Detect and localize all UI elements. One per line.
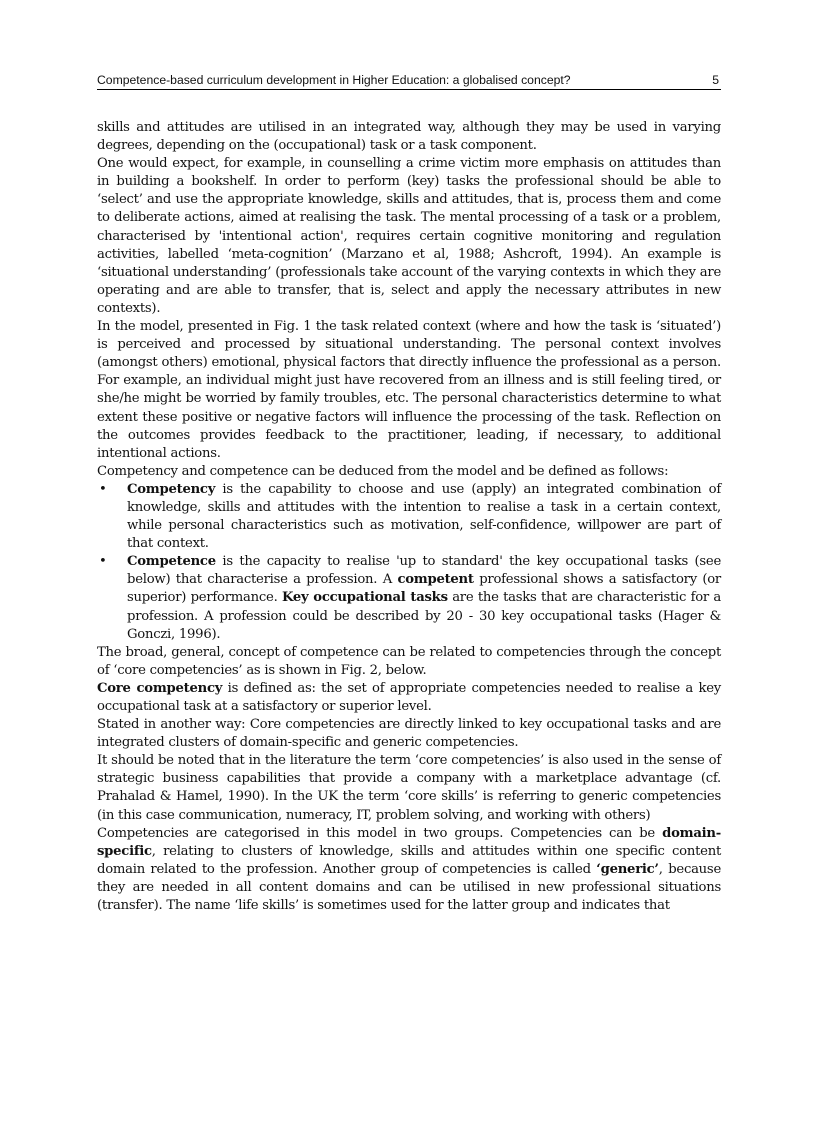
bold-term: domain-specific (97, 825, 721, 859)
text-run: , relating to clusters of knowledge, skills and attitudes within one specific content domain related to the profession. Another group of competencies is called (97, 843, 721, 877)
paragraph (97, 680, 721, 716)
text-run: It should be noted that in the literature the term ‘core competencies’ is also used in the sense of strategic business capabilities that provide a company with a marketplace advantage (cf. Prahalad & Hamel, 1990). In the UK the term ‘core skills’ is referring to generic competencies (in this case communication, numeracy, IT, problem solving, and working with others) (97, 753, 721, 823)
definition-list (97, 481, 721, 644)
paragraph (97, 825, 721, 915)
paragraph (97, 644, 721, 680)
running-header (97, 73, 721, 90)
bullet-item (97, 481, 721, 553)
bold-term: Competence (127, 554, 216, 570)
bold-term: Core competency (97, 680, 223, 696)
header-title: Competence-based curriculum development in Higher Education: a globalised concept? (97, 73, 571, 87)
text-run: skills and attitudes are utilised in an integrated way, although they may be used in varying degrees, depending on the (occupational) task or a task component. (97, 120, 721, 154)
text-run: is defined as: the set of appropriate competencies needed to realise a key occupational task at a satisfactory or superior level. (97, 680, 722, 714)
text-run: is the capability to choose and use (apply) an integrated combination of knowledge, skills and attitudes with the intention to realise a task in a certain context, while personal characteristics such as motivation, self-confidence, willpower are part of that context. (127, 481, 721, 552)
page-number: 5 (712, 73, 719, 87)
text-run: Competency and competence can be deduced from the model and be defined as follows: (97, 463, 669, 479)
bold-term: competent (397, 572, 474, 588)
paragraph (97, 119, 721, 155)
bold-term: Key occupational tasks (281, 590, 448, 606)
text-run: In the model, presented in Fig. 1 the task related context (where and how the task is ‘situated’) is perceived and processed by situational understanding. The personal context involves (amongst others) emotional, physical factors that directly influence the professional as a person. For example, an individual might just have recovered from an illness and is still feeling tired, or she/he might be worried by family troubles, etc. The personal characteristics determine to what extent these positive or negative factors will influence the processing of the task. Reflection on the outcomes provides feedback to the practitioner, leading, if necessary, to additional intentional actions. (97, 319, 721, 461)
text-run: are the tasks that are characteristic for a profession. A profession could be described by 20 - 30 key occupational tasks (Hager & Gonczi, 1996). (127, 590, 722, 642)
body-text (97, 119, 721, 915)
bullet-item (97, 553, 721, 643)
text-run: One would expect, for example, in counselling a crime victim more emphasis on attitudes than in building a bookshelf. In order to perform (key) tasks the professional should be able to ‘select’ and use the appropriate knowledge, skills and attitudes, that is, process them and come to deliberate actions, aimed at realising the task. The mental processing of a task or a problem, characterised by 'intentional action', requires certain cognitive monitoring and regulation activities, labelled ‘meta-cognition’ (Marzano et al, 1988; Ashcroft, 1994). An example is ‘situational understanding’ (professionals take account of the varying contexts in which they are operating and are able to transfer, that is, select and apply the necessary attributes in new contexts). (97, 156, 721, 316)
paragraph (97, 752, 721, 824)
paragraph (97, 318, 721, 463)
text-run: Competencies are categorised in this model in two groups. Competencies can be (97, 825, 663, 841)
text-run: Stated in another way: Core competencies are directly linked to key occupational tasks and are integrated clusters of domain-specific and generic competencies. (97, 717, 721, 751)
text-run: is the capacity to realise 'up to standard' the key occupational tasks (see below) that characterise a profession. A (127, 554, 721, 588)
paragraph (97, 155, 721, 318)
bold-term: ‘generic’ (596, 861, 659, 877)
text-run: The broad, general, concept of competence can be related to competencies through the concept of ‘core competencies’ as is shown in Fig. 2, below. (97, 644, 721, 678)
bold-term: Competency (127, 481, 216, 497)
paragraph (97, 716, 721, 752)
paragraph (97, 463, 721, 481)
text-run: , because they are needed in all content domains and can be utilised in new professional situations (transfer). The name ‘life skills’ is sometimes used for the latter group and indicates that (97, 861, 722, 914)
text-run: professional shows a satisfactory (or superior) performance. (127, 572, 721, 606)
